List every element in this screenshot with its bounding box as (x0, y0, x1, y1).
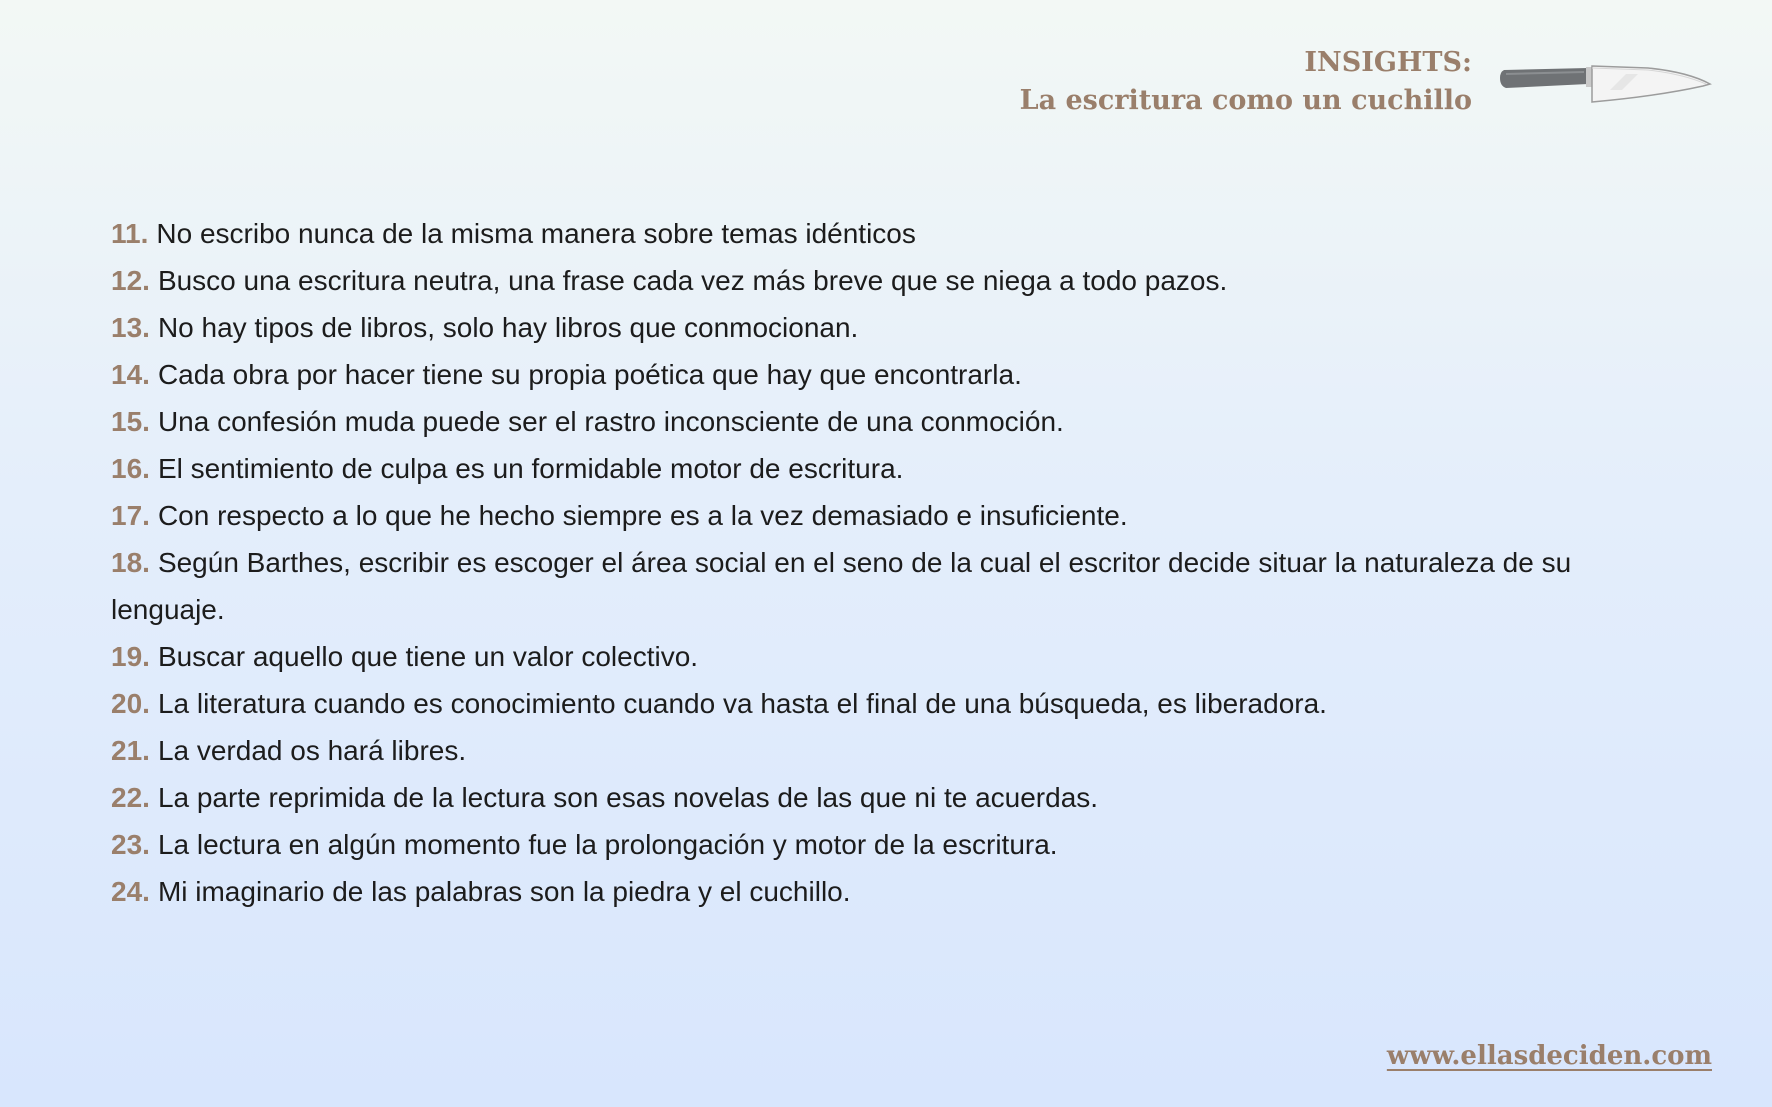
list-item (111, 492, 1671, 539)
item-number: 11. (111, 218, 149, 249)
item-number: 15. (111, 406, 150, 437)
item-text: Según Barthes, escribir es escoger el área social en el seno de la cual el escritor decide situar la naturaleza de su lenguaje. (111, 547, 1572, 625)
item-number: 18. (111, 547, 150, 578)
item-number: 16. (111, 453, 150, 484)
item-text: La lectura en algún momento fue la prolongación y motor de la escritura. (157, 829, 1058, 860)
item-text: Una confesión muda puede ser el rastro inconsciente de una conmoción. (157, 406, 1064, 437)
list-item (111, 774, 1671, 821)
list-item (111, 445, 1671, 492)
list-item (111, 539, 1671, 633)
page-title: INSIGHTS: (1304, 47, 1472, 78)
list-item (111, 633, 1671, 680)
page-subtitle: La escritura como un cuchillo (1019, 85, 1472, 116)
item-number: 13. (111, 312, 150, 343)
item-number: 21. (111, 735, 150, 766)
list-item (111, 868, 1671, 915)
item-number: 19. (111, 641, 150, 672)
item-number: 23. (111, 829, 150, 860)
list-item (111, 398, 1671, 445)
item-text: No hay tipos de libros, solo hay libros que conmocionan. (157, 312, 859, 343)
item-text: El sentimiento de culpa es un formidable motor de escritura. (157, 453, 904, 484)
insights-list (111, 210, 1671, 915)
list-item (111, 304, 1671, 351)
list-item (111, 257, 1671, 304)
item-text: Buscar aquello que tiene un valor colectivo. (157, 641, 699, 672)
item-number: 14. (111, 359, 150, 390)
list-item (111, 351, 1671, 398)
website-link[interactable]: www.ellasdeciden.com (1386, 1041, 1712, 1071)
header (1020, 44, 1472, 120)
item-number: 22. (111, 782, 150, 813)
item-text: La literatura cuando es conocimiento cuando va hasta el final de una búsqueda, es liberadora. (157, 688, 1327, 719)
item-text: No escribo nunca de la misma manera sobre temas idénticos (156, 218, 916, 249)
item-text: Con respecto a lo que he hecho siempre es a la vez demasiado e insuficiente. (157, 500, 1128, 531)
item-text: Mi imaginario de las palabras son la piedra y el cuchillo. (157, 876, 851, 907)
list-item (111, 680, 1671, 727)
list-item (111, 821, 1671, 868)
item-number: 17. (111, 500, 150, 531)
item-text: Cada obra por hacer tiene su propia poética que hay que encontrarla. (157, 359, 1022, 390)
item-text: La parte reprimida de la lectura son esas novelas de las que ni te acuerdas. (157, 782, 1099, 813)
item-number: 12. (111, 265, 150, 296)
item-number: 20. (111, 688, 150, 719)
item-text: La verdad os hará libres. (157, 735, 467, 766)
list-item (111, 210, 1671, 257)
item-text: Busco una escritura neutra, una frase cada vez más breve que se niega a todo pazos. (157, 265, 1228, 296)
item-number: 24. (111, 876, 150, 907)
knife-icon (1498, 62, 1712, 112)
list-item (111, 727, 1671, 774)
